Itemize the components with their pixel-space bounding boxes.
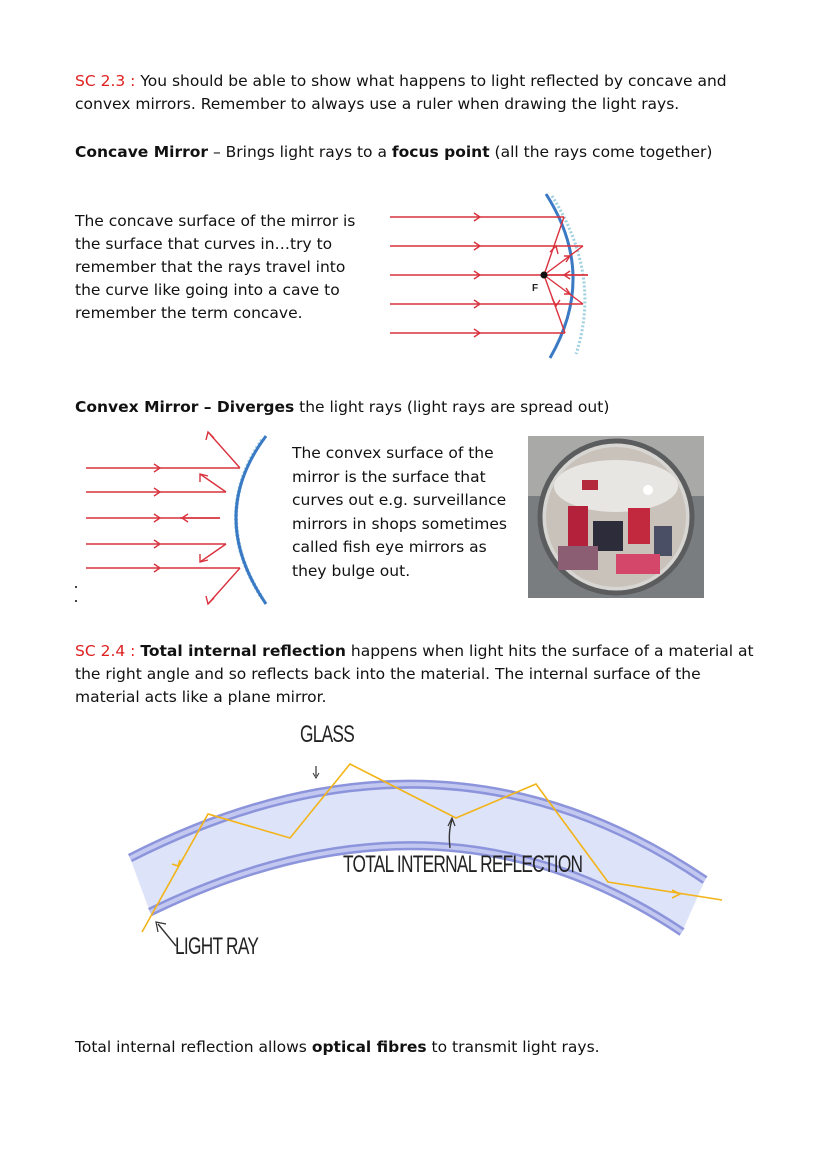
sc23-intro: [75, 70, 727, 116]
label-glass: GLASS: [300, 721, 355, 748]
convex-heading-text: the light rays (light rays are spread out): [294, 398, 610, 416]
stray-dot: [75, 586, 77, 588]
sc23-code: SC 2.3 :: [75, 72, 136, 90]
convex-mirror-diagram: [80, 428, 280, 608]
sc23-line1: You should be able to show what happens to light reflected by concave and: [140, 72, 727, 90]
convex-para-line: called fish eye mirrors as: [292, 538, 487, 557]
footer-text-pre: Total internal reflection allows: [75, 1038, 312, 1056]
focus-label: F: [532, 283, 539, 294]
concave-heading-title: Concave Mirror: [75, 143, 209, 161]
concave-para-line: The concave surface of the mirror is: [75, 212, 356, 230]
optical-fibres-term: optical fibres: [311, 1038, 427, 1056]
convex-heading-title: Convex Mirror – Diverges: [75, 398, 295, 416]
concave-para-line: remember that the rays travel into: [75, 258, 346, 276]
convex-para-line: curves out e.g. surveillance: [292, 491, 507, 510]
convex-para-line: mirror is the surface that: [292, 467, 486, 486]
label-total-internal-reflection: TOTAL INTERNAL REFLECTION: [343, 851, 583, 878]
concave-para-line: remember the term concave.: [75, 304, 303, 322]
convex-para-line: they bulge out.: [292, 561, 411, 580]
sc24-line1: happens when light hits the surface of a material at: [345, 642, 754, 660]
sc24-line3: material acts like a plane mirror.: [75, 688, 327, 706]
focus-point-dot: [541, 272, 548, 279]
tir-diagram: [120, 740, 730, 940]
concave-mirror-diagram: [380, 188, 610, 363]
concave-para-line: the surface that curves in…try to: [75, 235, 333, 253]
convex-para-line: The convex surface of the: [292, 444, 494, 462]
sc24-code: SC 2.4 :: [75, 642, 136, 660]
convex-mirror-arc: [236, 436, 266, 604]
concave-paragraph: [75, 210, 355, 325]
concave-heading-text2: (all the rays come together): [489, 143, 713, 161]
convex-heading: [75, 396, 609, 419]
label-light-ray: LIGHT RAY: [175, 933, 259, 960]
surveillance-mirror-photo: [528, 436, 704, 598]
tir-term: Total internal reflection: [140, 642, 346, 660]
concave-heading: [75, 141, 712, 164]
sc23-line2: convex mirrors. Remember to always use a ruler when drawing the light rays.: [75, 95, 680, 113]
sc24-intro: [75, 640, 754, 709]
focus-point-term: focus point: [391, 143, 490, 161]
stray-dot: [75, 600, 77, 602]
concave-heading-text: – Brings light rays to a: [208, 143, 392, 161]
concave-para-line: the curve like going into a cave to: [75, 281, 340, 299]
footer-text-post: to transmit light rays.: [426, 1038, 600, 1056]
optical-fibres-sentence: [75, 1036, 600, 1059]
convex-para-line: mirrors in shops sometimes: [292, 514, 507, 533]
sc24-line2: the right angle and so reflects back into the material. The internal surface of the: [75, 665, 701, 683]
convex-paragraph: [292, 442, 507, 584]
